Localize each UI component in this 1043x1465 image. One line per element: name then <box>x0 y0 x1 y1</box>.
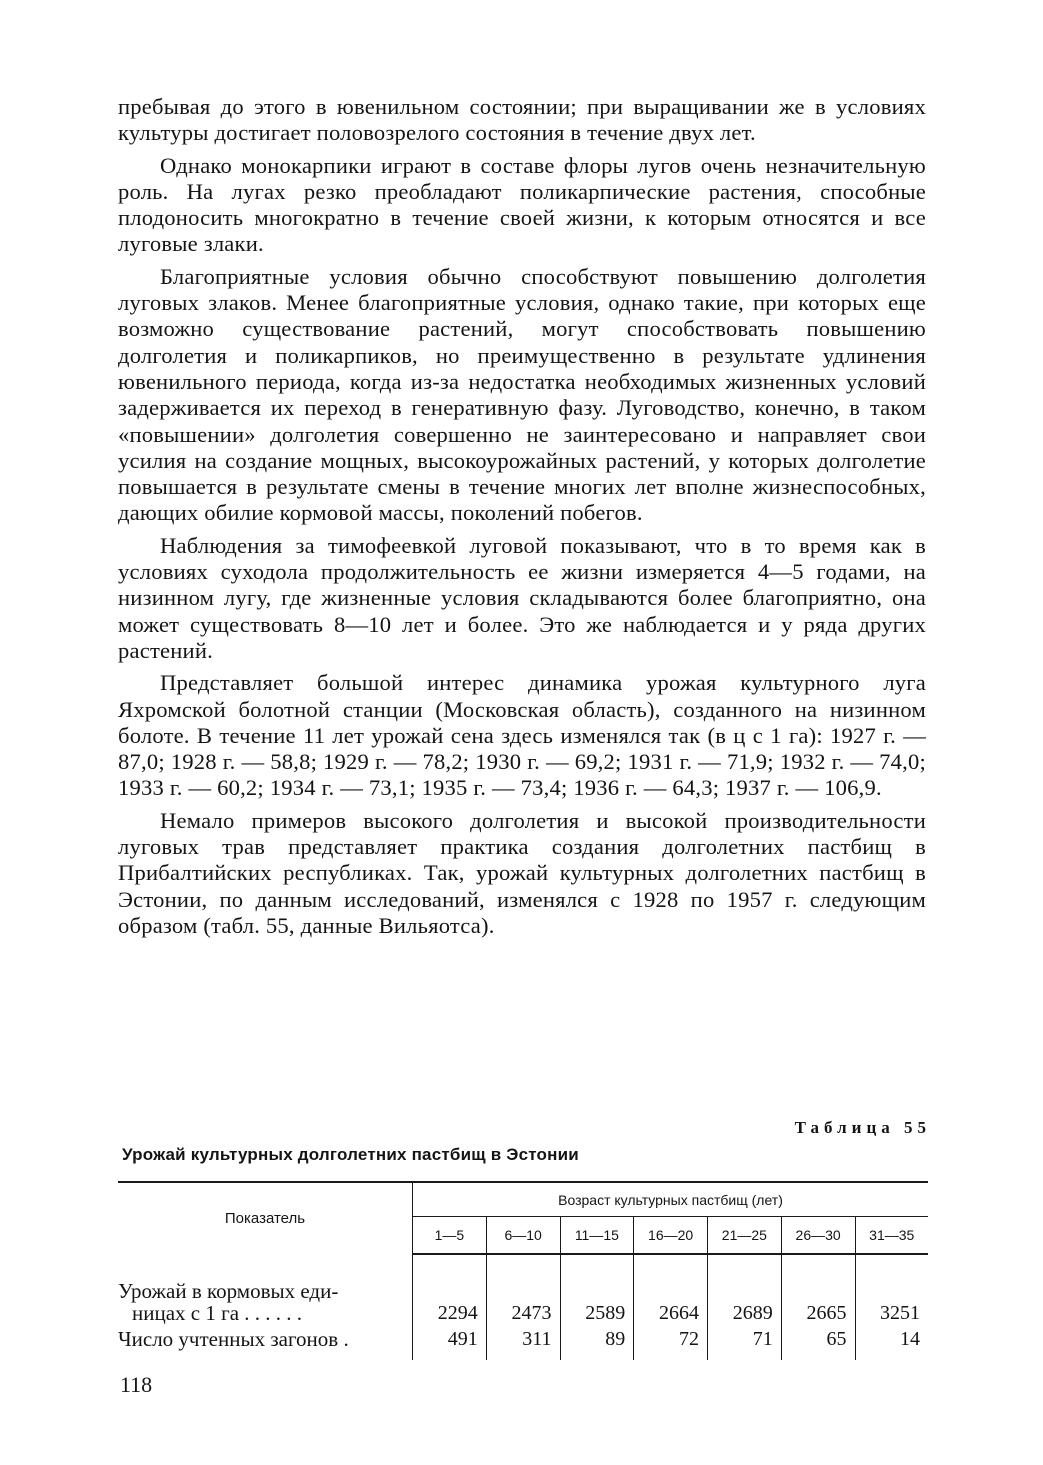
age-header: 6—10 <box>486 1217 560 1255</box>
age-header: 31—35 <box>855 1217 928 1255</box>
table-cell: 2665 <box>781 1254 855 1328</box>
table-title: Урожай культурных долголетних пастбищ в Эстонии <box>122 1145 579 1164</box>
table-cell: 2664 <box>634 1254 708 1328</box>
paragraph: Представляет большой интерес динамика урожая культурного луга Яхромской болотной станции (Московская область), созданного на низинном болоте. В течение 11 лет урожай сена здесь изменялся так (в ц с 1 га): 1927 г. — 87,0; 1928 г. — 58,8; 1929 г. — 78,2; 1930 г. — 69,2; 1931 г. — 71,9; 1932 г. — 74,0; 1933 г. — 60,2; 1934 г. — 73,1; 1935 г. — 73,4; 1936 г. — 64,3; 1937 г. — 106,9. <box>118 670 926 801</box>
page-number: 118 <box>120 1372 153 1397</box>
row-label-line: ницах с 1 га . . . . . . <box>132 1301 303 1325</box>
table-row <box>118 1254 928 1328</box>
table-cell: 65 <box>781 1328 855 1360</box>
table-cell: 2473 <box>486 1254 560 1328</box>
table-cell: 311 <box>486 1328 560 1360</box>
table-cell: 14 <box>855 1328 928 1360</box>
table-cell: 89 <box>560 1328 634 1360</box>
header-age-group: Возраст культурных пастбищ (лет) <box>413 1182 929 1217</box>
paragraph: Немало примеров высокого долголетия и высокой производительности луговых трав представляет практика создания долголетних пастбищ в Прибалтийских республиках. Так, урожай культурных долголетних пастбищ в Эстонии, по данным исследований, изменялся с 1928 по 1957 г. следующим образом (табл. 55, данные Вильяотса). <box>118 807 926 938</box>
header-indicator: Показатель <box>118 1182 413 1254</box>
row-label <box>118 1254 413 1328</box>
row-label-line: Урожай в кормовых еди- <box>118 1279 339 1303</box>
body-text <box>118 94 926 939</box>
paragraph: Однако монокарпики играют в составе флоры лугов очень незначительную роль. На лугах резко преобладают поликарпические растения, способные плодоносить многократно в течение своей жизни, к которым относятся и все луговые злаки. <box>118 152 926 257</box>
age-header: 21—25 <box>708 1217 782 1255</box>
paragraph: Благоприятные условия обычно способствуют повышению долголетия луговых злаков. Менее благоприятные условия, однако такие, при которых еще возможно существование растений, могут способствовать повышению долголетия и поликарпиков, но преимущественно в результате удлинения ювенильного периода, когда из-за недостатка необходимых жизненных условий задерживается их переход в генеративную фазу. Луговодство, конечно, в таком «повышении» долголетия совершенно не заинтересовано и направляет свои усилия на создание мощных, высокоурожайных растений, у которых долголетие повышается в результате смены в течение многих лет вполне жизнеспособных, дающих обилие кормовой массы, поколений побегов. <box>118 263 926 526</box>
row-label: Число учтенных загонов . <box>118 1328 413 1360</box>
paragraph: пребывая до этого в ювенильном состоянии; при выращивании же в условиях культуры достигает половозрелого состояния в течение двух лет. <box>118 94 926 146</box>
paragraph: Наблюдения за тимофеевкой луговой показывают, что в то время как в условиях суходола продолжительность ее жизни измеряется 4—5 годами, на низинном лугу, где жизненные условия складываются более благоприятно, она может существовать 8—10 лет и более. Это же наблюдается и у ряда других растений. <box>118 532 926 663</box>
age-header: 11—15 <box>560 1217 634 1255</box>
age-header: 1—5 <box>413 1217 487 1255</box>
table-cell: 2589 <box>560 1254 634 1328</box>
age-header: 26—30 <box>781 1217 855 1255</box>
table-cell: 3251 <box>855 1254 928 1328</box>
table-row <box>118 1328 928 1360</box>
table-cell: 2689 <box>708 1254 782 1328</box>
table-cell: 72 <box>634 1328 708 1360</box>
age-header: 16—20 <box>634 1217 708 1255</box>
table-cell: 71 <box>708 1328 782 1360</box>
table-cell: 491 <box>447 1328 478 1350</box>
table-number-label: Таблица 55 <box>794 1118 931 1137</box>
table-cell: 2294 <box>437 1302 478 1324</box>
yield-table <box>118 1181 928 1360</box>
